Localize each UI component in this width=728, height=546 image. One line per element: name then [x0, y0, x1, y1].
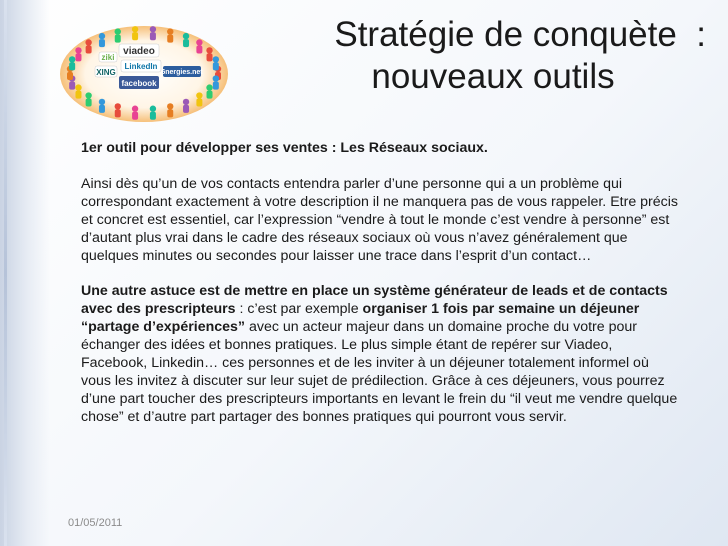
6nergies-label: 6nergies.net — [161, 69, 203, 76]
person-head — [150, 106, 156, 112]
person-head — [150, 26, 156, 32]
ziki-label: ziki — [101, 53, 115, 62]
person-body — [86, 99, 92, 107]
person-body — [196, 99, 202, 107]
person-body — [67, 72, 73, 80]
viadeo-label: viadeo — [123, 46, 155, 57]
person-body — [183, 39, 189, 47]
slide-title-line1: Stratégie de conquète : — [334, 15, 706, 54]
person-head — [213, 75, 219, 81]
person-body — [132, 112, 138, 120]
person-body — [150, 32, 156, 40]
person-head — [99, 33, 105, 39]
xing-label: XING — [96, 68, 116, 77]
person-head — [183, 33, 189, 39]
linkedin-label: LinkedIn — [124, 62, 158, 71]
person-head — [115, 103, 121, 109]
facebook-label: facebook — [121, 79, 157, 88]
person-head — [196, 39, 202, 45]
decorative-left-bar — [0, 0, 50, 546]
person-body — [167, 35, 173, 43]
person-body — [207, 53, 213, 61]
person-body — [213, 62, 219, 70]
person-body — [86, 45, 92, 53]
paragraph-social-networks: Ainsi dès qu’un de vos contacts entendra parler d’une personne qui a un problème qui correspondant exactement à votre description il ne manquera pas de vous rappeler. Etre précis et concret est essentiel, car l’expression “vendre à tout le monde c’est vendre à personne” est d’autant plus vrai dans le cadre des réseaux sociaux où vous n’avez généralement que quelques minutes ou secondes pour laisser une trace dans l’esprit d’un contact… — [81, 175, 678, 264]
person-body — [75, 91, 81, 99]
person-head — [69, 56, 75, 62]
person-body — [207, 91, 213, 99]
person-body — [183, 105, 189, 113]
person-head — [75, 84, 81, 90]
lead-generation-bold-lunch: organiser 1 fois par semaine un déjeuner “partage d’expériences” — [81, 301, 640, 336]
person-head — [85, 39, 91, 45]
person-head — [196, 92, 202, 98]
person-body — [115, 35, 121, 43]
person-head — [75, 47, 81, 53]
person-head — [206, 84, 212, 90]
person-body — [213, 82, 219, 90]
section-heading: 1er outil pour développer ses ventes : Les Réseaux sociaux. — [81, 140, 488, 156]
person-body — [75, 53, 81, 61]
person-head — [167, 103, 173, 109]
logo-background — [60, 26, 228, 122]
person-head — [213, 56, 219, 62]
person-body — [132, 32, 138, 40]
person-head — [132, 106, 138, 112]
social-network-logo — [55, 14, 233, 126]
person-body — [167, 109, 173, 117]
slide-title-line2: nouveaux outils — [371, 57, 615, 96]
person-head — [206, 47, 212, 53]
person-head — [183, 99, 189, 105]
person-head — [115, 28, 121, 34]
lead-generation-text-1: : c’est par exemple — [235, 301, 363, 318]
person-body — [150, 112, 156, 120]
slide-date: 01/05/2011 — [68, 517, 123, 529]
person-head — [167, 28, 173, 34]
person-head — [132, 26, 138, 32]
slide-title — [238, 14, 718, 98]
slide-body — [81, 140, 681, 427]
lead-generation-text-2: avec un acteur majeur dans un domaine proche du votre pour échanger des idées et bonnes pratiques. Le plus simple étant de repérer sur Viadeo, Facebook, Linkedin… ces personnes et de les inviter à un déjeuner totalement informel où vous les invitez à discuter sur leur sujet de prédilection. Grâce à ces déjeuners, vous pourrez d’une part toucher des prescripteurs importants en levant le frein du “il veut me vendre quelque chose” et d’autre part partager des bonnes pratiques qui pourront vous servir. — [81, 319, 678, 425]
person-head — [85, 92, 91, 98]
person-head — [99, 99, 105, 105]
person-body — [69, 62, 75, 70]
person-body — [69, 82, 75, 90]
person-body — [196, 45, 202, 53]
person-body — [115, 109, 121, 117]
lead-generation-bold-intro: Une autre astuce est de mettre en place un système générateur de leads et de contacts avec des prescripteurs — [81, 283, 668, 318]
paragraph-lead-generation — [81, 283, 681, 426]
person-body — [99, 105, 105, 113]
person-body — [99, 39, 105, 47]
